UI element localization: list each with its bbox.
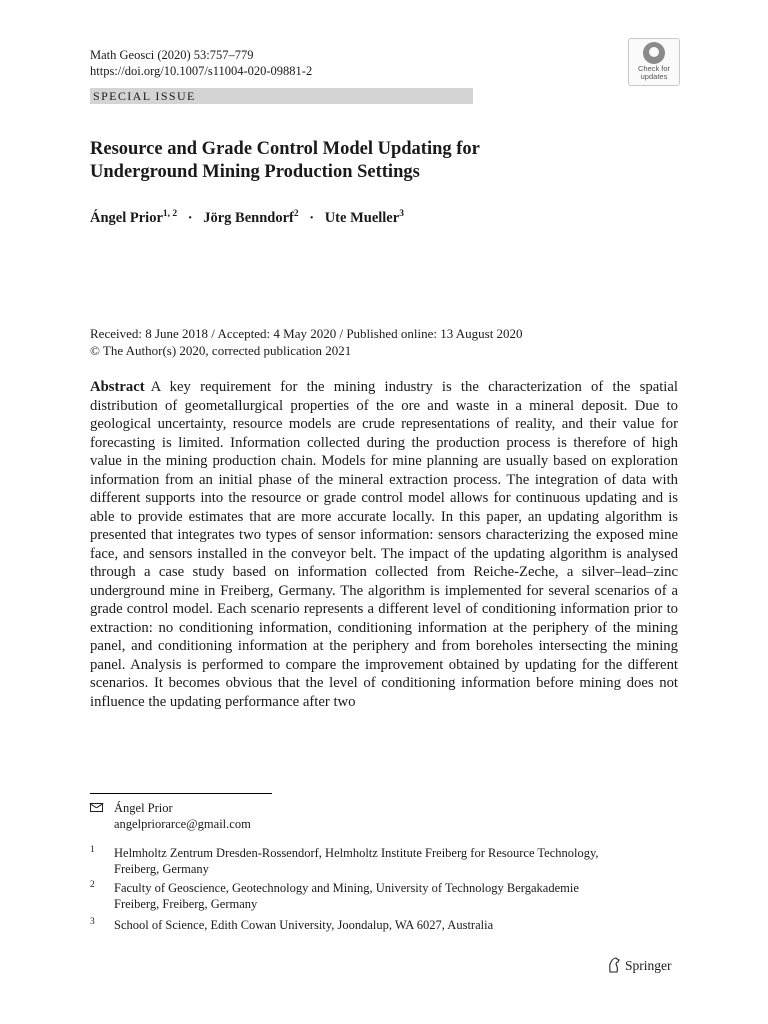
author-separator: ·	[309, 209, 315, 226]
springer-horse-icon	[607, 957, 621, 973]
author-affiliation-ref: 2	[293, 209, 299, 219]
publication-history	[90, 326, 523, 359]
badge-line2: updates	[640, 72, 668, 81]
section-label: SPECIAL ISSUE	[90, 88, 473, 104]
article-title	[90, 138, 690, 184]
author-name[interactable]: Jörg Benndorf	[203, 209, 294, 226]
author-name[interactable]: Ángel Prior	[90, 209, 163, 226]
doi-link[interactable]: https://doi.org/10.1007/s11004-020-09881-2	[90, 64, 313, 78]
affiliation-line: School of Science, Edith Cowan University, Joondalup, WA 6027, Australia	[114, 918, 494, 932]
abstract-text: A key requirement for the mining industry is the characterization of the spatial distribution of geometallurgical properties of the ore and waste in a mineral deposit. Due to geological uncertainty, resource models are crude representations of reality, and their value for forecasting is limited. Information collected during the production process is therefore of high value in the mining production chain. Models for mine planning are usually based on exploration information from an initial phase of the mineral extraction process. The integration of data with different supports into the resource or grade control model allows for continuous updating and is able to provide estimates that are more accurate locally. In this paper, an updating algorithm is presented that integrates two types of sensor information: sensors characterizing the exposed mine face, and sensors installed in the conveyor belt. The impact of the updating algorithm is analysed through a case study based on information collected from Reiche-Zeche, a silver–lead–zinc underground mine in Freiberg, Germany. The algorithm is implemented for several scenarios of a grade control model. Each scenario represents a different level of conditioning information prior to extraction: no conditioning information, conditioning information at the periphery of the mining panel, and conditioning information at the periphery and from boreholes intersecting the mining panel. Analysis is performed to compare the improvement obtained by updating for the different scenarios. It becomes obvious that the level of conditioning information before mining does not influence the updating performance after two	[90, 379, 678, 710]
badge-line1: Check for	[637, 64, 671, 73]
contact-email[interactable]: angelpriorarce@gmail.com	[114, 817, 251, 831]
author-list	[90, 209, 404, 227]
author-affiliation-ref: 3	[399, 209, 404, 219]
affiliation-number: 2	[90, 880, 95, 890]
crossmark-icon	[643, 42, 665, 64]
envelope-icon	[90, 803, 103, 812]
title-line-1: Resource and Grade Control Model Updating for	[90, 139, 480, 159]
author-name[interactable]: Ute Mueller	[324, 209, 400, 226]
publisher-logo	[607, 957, 672, 974]
affiliation-number: 3	[90, 917, 95, 927]
publisher-name: Springer	[625, 958, 672, 973]
affiliation-line: Faculty of Geoscience, Geotechnology and Mining, University of Technology Bergakademie	[114, 881, 579, 895]
contact-name: Ángel Prior	[114, 801, 173, 815]
affiliation	[90, 880, 680, 912]
affiliation	[90, 917, 680, 933]
footnote-divider	[90, 793, 272, 794]
affiliation	[90, 845, 680, 877]
corresponding-author	[90, 800, 251, 832]
affiliation-number: 1	[90, 845, 95, 855]
affiliation-line: Freiberg, Germany	[114, 862, 209, 876]
dates-line: Received: 8 June 2018 / Accepted: 4 May 2020 / Published online: 13 August 2020	[90, 326, 523, 341]
abstract-heading: Abstract	[90, 379, 145, 395]
journal-citation: Math Geosci (2020) 53:757–779	[90, 48, 254, 62]
check-for-updates-badge[interactable]	[628, 38, 680, 86]
affiliation-line: Helmholtz Zentrum Dresden-Rossendorf, Helmholtz Institute Freiberg for Resource Technology,	[114, 846, 599, 860]
author-separator: ·	[187, 209, 193, 226]
abstract	[90, 378, 678, 711]
affiliation-line: Freiberg, Freiberg, Germany	[114, 897, 258, 911]
title-line-2: Underground Mining Production Settings	[90, 162, 420, 182]
author-affiliation-ref: 1, 2	[162, 209, 178, 219]
copyright-line: © The Author(s) 2020, corrected publication 2021	[90, 342, 352, 358]
journal-meta	[90, 47, 312, 79]
